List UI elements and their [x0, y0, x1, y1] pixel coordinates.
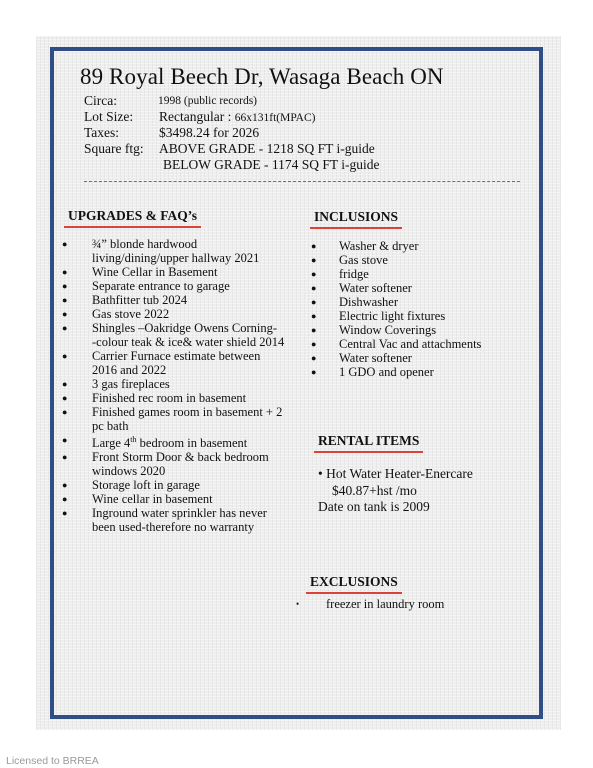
- list-item-text: Bathfitter tub 2024: [92, 293, 188, 307]
- lot-shape: Rectangular :: [159, 109, 235, 124]
- property-address-title: 89 Royal Beech Dr, Wasaga Beach ON: [80, 64, 444, 89]
- list-item: [311, 351, 531, 365]
- bullet-icon: ●: [62, 393, 68, 403]
- list-item-text: freezer in laundry room: [326, 597, 445, 611]
- ordinal-suffix: th: [130, 435, 137, 444]
- list-item: [311, 239, 531, 253]
- rental-tank-date: Date on tank is 2009: [318, 499, 430, 514]
- list-item: [311, 323, 531, 337]
- list-item: [62, 321, 322, 349]
- inclusions-list: [311, 239, 531, 379]
- license-watermark: Licensed to BRREA: [6, 755, 99, 767]
- exclusions-heading-text: EXCLUSIONS: [310, 574, 398, 589]
- list-item-text: ¾” blonde hardwood: [92, 237, 198, 251]
- list-item-text: Gas stove: [339, 253, 388, 267]
- list-item-text: Window Coverings: [339, 323, 437, 337]
- list-item: [311, 295, 531, 309]
- taxes-label: Taxes:: [84, 125, 120, 140]
- square-footage-label: Square ftg:: [84, 141, 144, 156]
- list-item-text: Separate entrance to garage: [92, 279, 230, 293]
- exclusions-list: [296, 597, 516, 611]
- above-grade-value: ABOVE GRADE - 1218 SQ FT i-guide: [159, 141, 375, 156]
- bullet-icon: ●: [311, 311, 317, 321]
- bullet-icon: ●: [62, 407, 68, 417]
- list-item: [62, 307, 322, 321]
- list-item: [62, 349, 322, 377]
- bullet-icon: ●: [311, 353, 317, 363]
- section-divider: [84, 181, 520, 182]
- circa-value: 1998 (public records): [158, 95, 257, 107]
- bullet-icon: ●: [311, 269, 317, 279]
- bullet-icon: ●: [62, 281, 68, 291]
- list-item-text: pc bath: [92, 419, 129, 433]
- bullet-icon: ●: [311, 367, 317, 377]
- bullet-icon: ●: [62, 323, 68, 333]
- heading-underline: [314, 451, 423, 453]
- bullet-icon: ●: [62, 295, 68, 305]
- list-item-text: Water softener: [339, 351, 412, 365]
- upgrades-heading: [68, 208, 197, 224]
- list-item-text: Wine cellar in basement: [92, 492, 213, 507]
- list-item: [62, 492, 322, 506]
- bullet-icon: ●: [311, 283, 317, 293]
- bullet-icon: ●: [62, 494, 68, 505]
- circa-label: Circa:: [84, 93, 117, 108]
- list-item: [311, 267, 531, 281]
- list-item: [311, 337, 531, 351]
- bullet-icon: ●: [311, 241, 317, 251]
- bullet-icon: ●: [311, 339, 317, 349]
- list-item-text: fridge: [339, 267, 369, 281]
- list-item-text: Finished games room in basement + 2: [92, 405, 283, 419]
- list-item-text: Large 4th bedroom in basement: [92, 435, 248, 451]
- bullet-icon: ●: [311, 255, 317, 265]
- bullet-icon: ●: [311, 325, 317, 335]
- inclusions-heading-text: INCLUSIONS: [314, 209, 399, 224]
- lot-dimensions: 66x131ft(MPAC): [234, 112, 316, 124]
- list-item-text: 1 GDO and opener: [339, 365, 434, 379]
- rental-item: • Hot Water Heater-Enercare: [318, 466, 473, 481]
- bullet-icon: ●: [62, 452, 68, 463]
- list-item-text: Storage loft in garage: [92, 478, 200, 493]
- bullet-icon: ●: [62, 309, 68, 319]
- list-item-text: Washer & dryer: [339, 239, 419, 253]
- rental-price: $40.87+hst /mo: [332, 483, 417, 498]
- rental-heading-text: RENTAL ITEMS: [318, 433, 420, 448]
- list-item-text: Finished rec room in basement: [92, 391, 247, 405]
- list-item-text: Carrier Furnace estimate between: [92, 349, 261, 363]
- list-item-text: Wine Cellar in Basement: [92, 265, 218, 279]
- upgrades-heading-text: UPGRADES & FAQ’s: [68, 208, 197, 223]
- bullet-icon: ●: [311, 297, 317, 307]
- inclusions-heading: [314, 209, 398, 225]
- upgrades-list: [62, 237, 322, 534]
- bullet-icon: ●: [62, 480, 68, 491]
- bullet-icon: ●: [62, 435, 68, 445]
- bullet-icon: ●: [62, 267, 68, 277]
- list-item-text: Dishwasher: [339, 295, 399, 309]
- list-item: [311, 309, 531, 323]
- lot-size-label: Lot Size:: [84, 109, 134, 124]
- bullet-icon: •: [296, 599, 300, 609]
- bullet-icon: ●: [62, 508, 68, 519]
- list-item: [62, 450, 322, 478]
- list-item-text: Water softener: [339, 281, 412, 295]
- exclusions-heading: [310, 574, 398, 590]
- list-item-text: Gas stove 2022: [92, 307, 170, 321]
- list-item-text: 3 gas fireplaces: [92, 377, 170, 391]
- list-item-text: Shingles –Oakridge Owens Corning-: [92, 321, 278, 335]
- list-item: [296, 597, 516, 611]
- list-item-text: Electric light fixtures: [339, 309, 446, 323]
- list-item: [62, 293, 322, 307]
- heading-underline: [310, 227, 402, 229]
- list-item-text: -colour teak & ice& water shield 2014: [92, 335, 285, 349]
- list-item: [62, 478, 322, 492]
- lot-size-value: [159, 109, 315, 125]
- list-item-text: windows 2020: [92, 464, 166, 479]
- bullet-icon: ●: [62, 239, 68, 249]
- list-item-text: Inground water sprinkler has never: [92, 506, 267, 521]
- list-item: [62, 279, 322, 293]
- list-item-text: been used-therefore no warranty: [92, 520, 255, 535]
- list-item: [62, 265, 322, 279]
- heading-underline: [306, 592, 402, 594]
- list-item-text: living/dining/upper hallway 2021: [92, 251, 260, 265]
- rental-heading: [318, 433, 419, 449]
- taxes-value: $3498.24 for 2026: [159, 125, 260, 140]
- list-item: [311, 281, 531, 295]
- list-item: [62, 377, 322, 391]
- list-item-text: 2016 and 2022: [92, 363, 167, 377]
- list-item-text: Central Vac and attachments: [339, 337, 482, 351]
- bullet-icon: ●: [62, 351, 68, 361]
- heading-underline: [64, 226, 201, 228]
- list-item: [311, 365, 531, 379]
- bullet-icon: ●: [62, 379, 68, 389]
- list-item: [62, 506, 322, 534]
- list-item: [62, 405, 322, 433]
- below-grade-value: BELOW GRADE - 1174 SQ FT i-guide: [163, 157, 380, 172]
- list-item: [311, 253, 531, 267]
- list-item: [62, 433, 322, 450]
- list-item-text: Front Storm Door & back bedroom: [92, 450, 269, 465]
- list-item: [62, 391, 322, 405]
- list-item: [62, 237, 322, 265]
